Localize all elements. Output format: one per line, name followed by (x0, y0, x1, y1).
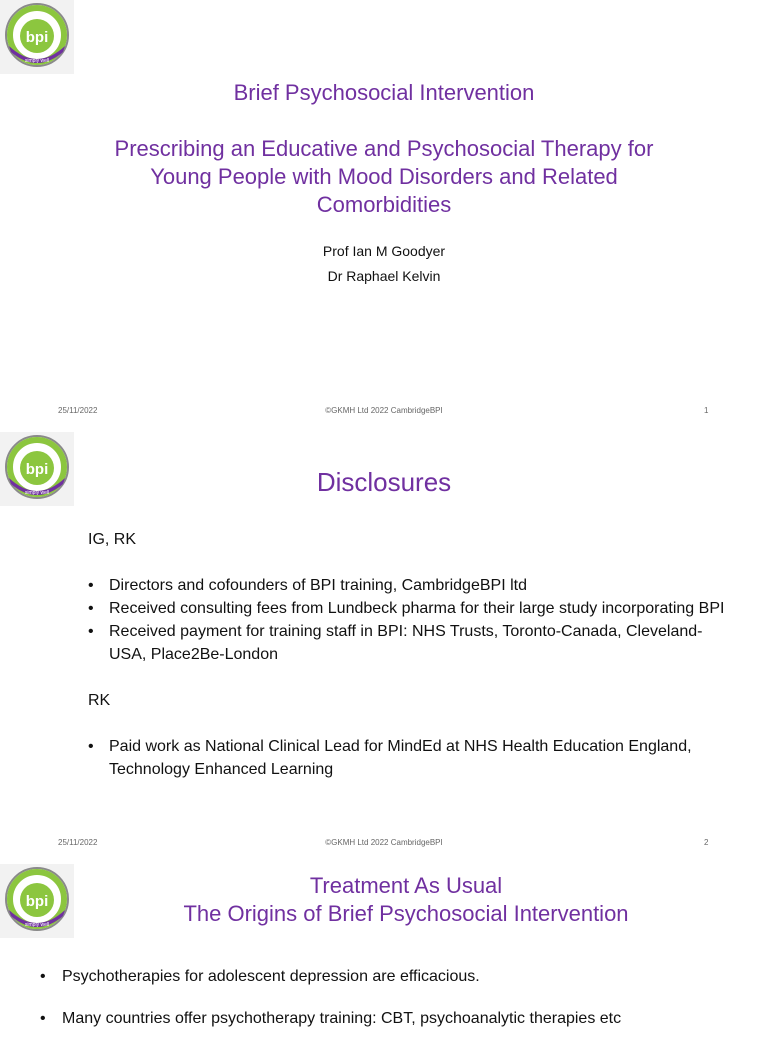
list-item: • Received consulting fees from Lundbeck pharma for their large study incorporating BPI (88, 597, 728, 620)
slide-number: 1 (704, 406, 709, 415)
slide-2 (0, 432, 768, 864)
slide-title: Treatment As Usual The Origins of Brief Psychosocial Intervention (183, 873, 629, 926)
footer-copyright: ©GKMH Ltd 2022 CambridgeBPI (325, 838, 443, 847)
slide-title: Disclosures (316, 467, 452, 497)
svg-text:simply well: simply well (24, 490, 50, 496)
list-item: • Psychotherapies for adolescent depression are efficacious. (40, 965, 740, 988)
svg-text:simply well: simply well (24, 58, 50, 64)
footer-copyright: ©GKMH Ltd 2022 CambridgeBPI (325, 406, 443, 415)
slide-body (40, 965, 740, 1049)
list-item: • Many countries offer psychotherapy training: CBT, psychoanalytic therapies etc (40, 1007, 740, 1030)
group-label: IG, RK (88, 531, 137, 548)
slide-number: 2 (704, 838, 709, 847)
bpi-logo (0, 0, 74, 74)
footer-date: 25/11/2022 (58, 406, 98, 415)
list-item: • Received payment for training staff in BPI: NHS Trusts, Toronto-Canada, Cleveland-USA, Place2Be-London (88, 620, 728, 666)
slide-subtitle: Prescribing an Educative and Psychosocial Therapy for Young People with Mood Disorders and Related Comorbidities (114, 136, 654, 217)
slide-3 (0, 864, 768, 1064)
svg-text:bpi: bpi (25, 29, 49, 46)
slide-1 (0, 0, 768, 432)
svg-text:bpi: bpi (25, 461, 49, 478)
author-name: Dr Raphael Kelvin (327, 268, 441, 284)
group-label: RK (88, 692, 111, 709)
disclosures-body (88, 528, 728, 781)
slide-title: Brief Psychosocial Intervention (233, 80, 535, 105)
bullet-list (88, 735, 728, 781)
list-item: • Paid work as National Clinical Lead for MindEd at NHS Health Education England, Technology Enhanced Learning (88, 735, 728, 781)
bullet-list (88, 574, 728, 666)
list-item: • Directors and cofounders of BPI training, CambridgeBPI ltd (88, 574, 728, 597)
footer-date: 25/11/2022 (58, 838, 98, 847)
svg-text:bpi: bpi (25, 893, 49, 910)
bullet-list (40, 965, 740, 1030)
author-name: Prof Ian M Goodyer (322, 243, 446, 259)
svg-text:simply well: simply well (24, 922, 50, 928)
